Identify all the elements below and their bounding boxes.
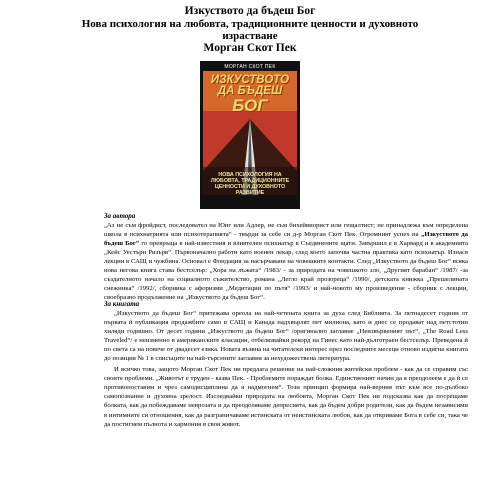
- about-author-section: [104, 212, 468, 302]
- about-author-text-part1: „Аз не съм фройдист, последовател на Юнг или Адлер, не съм бихейвиорист или гещалтист; не принадлежа към определена школа в психиатрията или психотерапията“ - твърди за себе си д-р Морган Скот Пек. Огромният успех на: [104, 222, 468, 239]
- cover-title-line1: ИЗКУСТВОТО: [210, 74, 290, 86]
- cover-title: [204, 75, 296, 114]
- book-subtitle: Нова психология на любовта, традиционните ценности и духовното израстване: [81, 18, 419, 42]
- book-author: Морган Скот Пек: [203, 42, 297, 54]
- title-block: [0, 5, 500, 55]
- about-book-section: [104, 300, 468, 429]
- about-book-paragraph-2: И всичко това, защото Морган Скот Пек ни предлага решение на най-сложния житейски проблем - как да се справим със своите проблеми. „Животът е труден - казва Пек. - Проблемите пораждат болка. Единственият начин да я преодолеем е да й се противопоставим и чрез самодисциплина да я надмогнем“. Този принцип формира най-верния път към все по-дълбоко самопознание и духовна зрелост. Изследвайки природата на любовта, Морган Скот Пек ни подсказва как да посрещаме болката, как да побеждаваме неврозата и да преодоляваме депресията, как да бъдем добри родители, как да бъдем независими в интимните си отношения, как да разграничаваме истинската от неистинската любов, как да откриваме Бога в себе си, така че да постигнем пълнота и хармония в своя живот.: [104, 366, 468, 428]
- cover-subtitle: НОВА ПСИХОЛОГИЯ НА ЛЮБОВТА, ТРАДИЦИОННИТЕ ЦЕННОСТИ И ДУХОВНОТО РАЗВИТИЕ: [210, 172, 290, 196]
- cover-title-line2: ДА БЪДЕШ: [217, 85, 283, 97]
- cover-author: МОРГАН СКОТ ПЕК: [224, 64, 276, 70]
- about-author-label: За автора: [104, 212, 136, 220]
- about-author-text: [104, 221, 468, 302]
- about-book-paragraph-1: „Изкуството да бъдеш Бог“ притежава ореола на най-четената книга за духа след Библията. За петнадесет години от първата й публикация продажбите само в САЩ и Канада надхвърлят пет милиона, като и днес се продават над петстотин хиляди годишно. От десет години „Изкуството да бъдеш Бог“ /оригинално заглавие „Неизвървеният път“, „The Road Less Traveled“/ е неизменно в американските класации, отбелязвайки рекорд на Гинес като най-дълготраен бестселър. Преведена й по света са на повече от двадесет езика. Новата възвна на читателски интерес през последните месеци отново издигна книгата до позиция № 1 в списъците на най-търсените заглавия за нехудожествена литература.: [104, 310, 468, 363]
- book-cover-image[interactable]: [200, 61, 300, 209]
- book-title: Изкуството да бъдеш Бог: [184, 5, 316, 17]
- about-author-book-title: „Изкуството да бъдеш Бог“: [104, 231, 468, 248]
- about-book-label: За книгата: [104, 300, 140, 308]
- about-author-text-part2: го превръща в най-известния и влиятелен психиатър в Съединените щати. Завършил е в Харвард и в академията „Кейс Уестърн Ризърв“. Първоначално работи като военен лекар, след което започва частна практика като психиатър. Изнася лекции в САЩ и чужбина. Основал е Фондация за насърчаване на човешките контакти. След „Изкуството да бъдеш Бог“ всяка нова негова книга става бестселър: „Хора на лъжата“ /1983/ - за природата на човешкото зло, „Другият барабан“ /1987/ -за създателното начало на социалното съжителство, романа „Легло край прозореца“ /1990/, детската книжка „Прешелината снежинка“ /1992/, сборника с афоризми „Медитации по пътя“ /1993/ и най-новото му произведение - сборник с лекции, своебразно продължение на „Изкуството да бъдеш Бог“.: [104, 240, 469, 302]
- cover-title-line3: БОГ: [232, 96, 268, 115]
